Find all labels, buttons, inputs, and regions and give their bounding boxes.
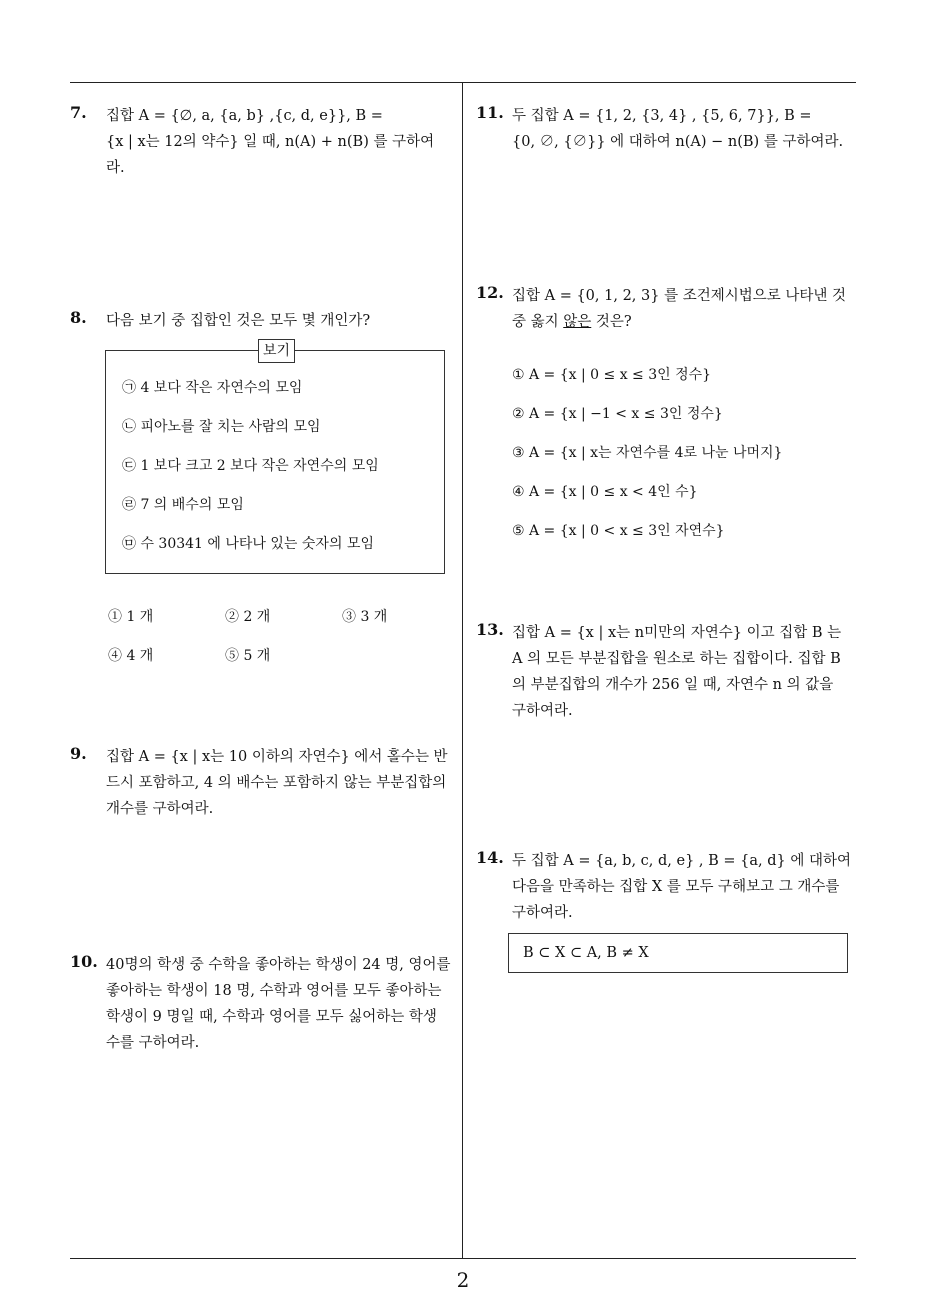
problem-number: 10. [70, 952, 98, 971]
bogi-box [105, 343, 445, 574]
problem-text [106, 952, 456, 1056]
problem-text [512, 283, 857, 335]
text-line: 개수를 구하여라. [106, 801, 214, 817]
bogi-label: 보기 [258, 339, 295, 363]
choice-1: ① 1 개 [108, 609, 154, 625]
choice-3: ③ 3 개 [342, 609, 388, 625]
text-line: 구하여라. [512, 703, 573, 719]
text-segment: 것은? [591, 314, 632, 330]
text-line: 드시 포함하고, 4 의 배수는 포함하지 않는 부분집합의 [106, 775, 447, 791]
text-line: 집합 A = {x | x는 n미만의 자연수} 이고 집합 B 는 [512, 625, 842, 641]
choice-5: ⑤ A = {x | 0 < x ≤ 3인 자연수} [512, 523, 725, 539]
text-line: 라. [106, 160, 125, 176]
problem-number: 9. [70, 744, 87, 763]
problem-number: 8. [70, 308, 87, 327]
problem-text [106, 308, 456, 334]
text-line: 좋아하는 학생이 18 명, 수학과 영어를 모두 좋아하는 [106, 983, 442, 999]
problem-text [106, 744, 456, 822]
text-line: 두 집합 A = {1, 2, {3, 4} , {5, 6, 7}}, B = [512, 108, 812, 124]
text-line: 40명의 학생 중 수학을 좋아하는 학생이 24 명, 영어를 [106, 957, 451, 973]
text-line: 학생이 9 명일 때, 수학과 영어를 모두 싫어하는 학생 [106, 1009, 437, 1025]
page-number: 2 [456, 1268, 470, 1292]
problem-text [512, 103, 857, 155]
bogi-item: ㉤ 수 30341 에 나타나 있는 숫자의 모임 [122, 536, 374, 552]
bogi-item: ㉡ 피아노를 잘 치는 사람의 모임 [122, 419, 321, 435]
bogi-item: ㉣ 7 의 배수의 모임 [122, 497, 244, 513]
text-line: 구하여라. [512, 905, 573, 921]
choice-2: ② A = {x | −1 < x ≤ 3인 정수} [512, 406, 723, 422]
text-line: 다음 보기 중 집합인 것은 모두 몇 개인가? [106, 313, 371, 329]
choice-2: ② 2 개 [225, 609, 271, 625]
top-rule [70, 82, 856, 83]
text-line: 수를 구하여라. [106, 1035, 200, 1051]
bogi-item: ㉠ 4 보다 작은 자연수의 모임 [122, 380, 303, 396]
bogi-items [122, 377, 379, 572]
choices-12 [512, 364, 782, 559]
text-line [512, 309, 857, 335]
text-segment: 중 옳지 [512, 314, 564, 330]
bogi-item: ㉢ 1 보다 크고 2 보다 작은 자연수의 모임 [122, 458, 379, 474]
choice-3: ③ A = {x | x는 자연수를 4로 나눈 나머지} [512, 445, 783, 461]
underlined-word: 않은 [563, 314, 592, 330]
text-line: 두 집합 A = {a, b, c, d, e} , B = {a, d} 에 대하여 [512, 853, 852, 869]
problem-text [512, 620, 857, 724]
text-line: 집합 A = {x | x는 10 이하의 자연수} 에서 홀수는 반 [106, 749, 448, 765]
problem-number: 13. [476, 620, 504, 639]
problem-number: 12. [476, 283, 504, 302]
text-line: {0, ∅, {∅}} 에 대하여 n(A) − n(B) 를 구하여라. [512, 134, 844, 150]
problem-text [512, 848, 857, 926]
text-line: 다음을 만족하는 집합 X 를 모두 구해보고 그 개수를 [512, 879, 840, 895]
text-line: 집합 A = {0, 1, 2, 3} 를 조건제시법으로 나타낸 것 [512, 288, 846, 304]
choice-5: ⑤ 5 개 [225, 648, 271, 664]
problem-number: 7. [70, 103, 87, 122]
condition-box: B ⊂ X ⊂ A, B ≠ X [508, 933, 848, 973]
text-line: A 의 모든 부분집합을 원소로 하는 집합이다. 집합 B [512, 651, 841, 667]
bottom-rule [70, 1258, 856, 1259]
text-line: 의 부분집합의 개수가 256 일 때, 자연수 n 의 값을 [512, 677, 834, 693]
text-line: {x | x는 12의 약수} 일 때, n(A) + n(B) 를 구하여 [106, 134, 435, 150]
problem-number: 11. [476, 103, 504, 122]
problem-number: 14. [476, 848, 504, 867]
choice-4: ④ A = {x | 0 ≤ x < 4인 수} [512, 484, 698, 500]
column-divider [462, 82, 463, 1258]
choice-4: ④ 4 개 [108, 648, 154, 664]
text-line: 집합 A = {∅, a, {a, b} ,{c, d, e}}, B = [106, 108, 383, 124]
choice-1: ① A = {x | 0 ≤ x ≤ 3인 정수} [512, 367, 712, 383]
problem-text [106, 103, 456, 181]
